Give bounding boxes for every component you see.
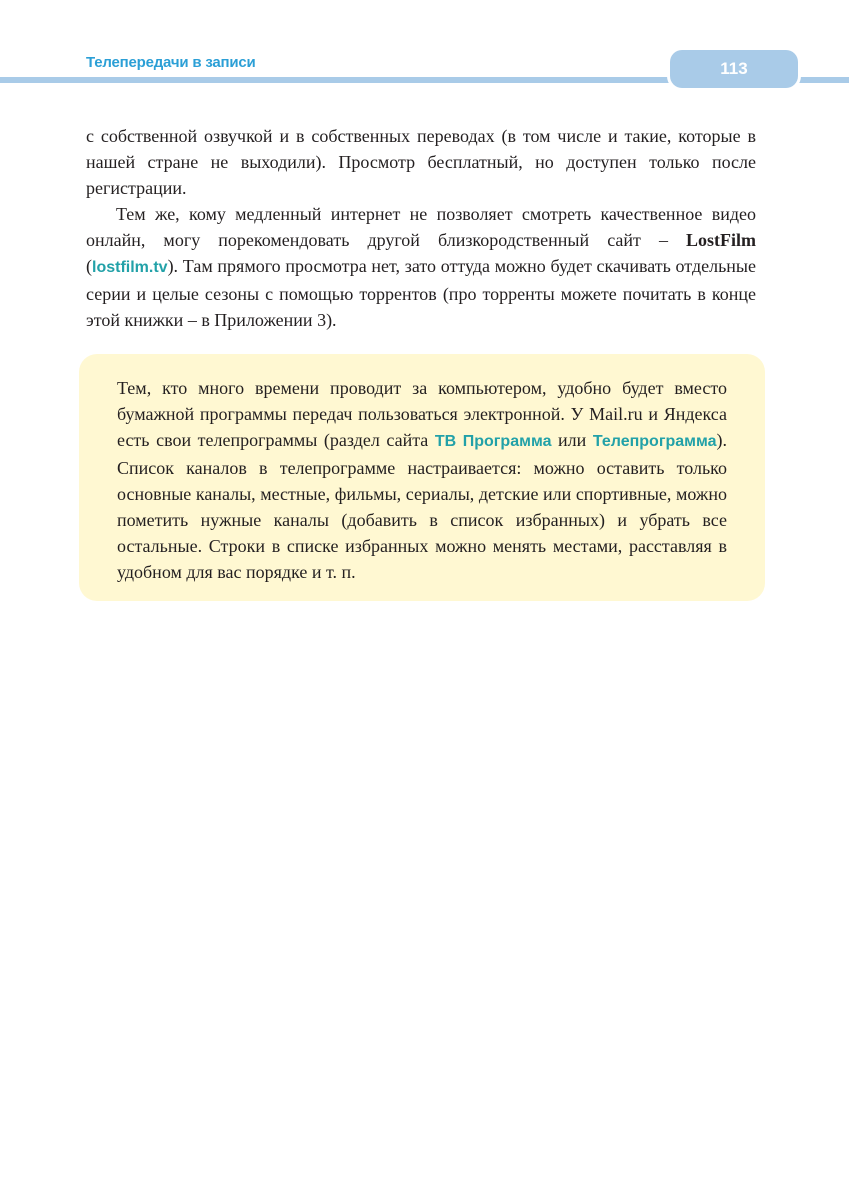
callout-text	[117, 375, 727, 585]
callout-text-2: или	[551, 430, 593, 450]
page-number: 113	[720, 59, 748, 78]
callout-text-1: Тем, кто много времени проводит за компьютером, удобно будет вместо бумажной программы передач пользоваться электронной. У Mail.ru и Яндекса есть свои телепрограммы (раздел сайта	[117, 378, 727, 450]
tv-programma-link[interactable]: ТВ Программа	[434, 433, 552, 450]
section-title: Телепередачи в записи	[86, 54, 256, 71]
page-number-tab	[670, 50, 798, 88]
lostfilm-name: LostFilm	[686, 230, 756, 250]
teleprogramma-link[interactable]: Телепрограмма	[592, 433, 717, 450]
lostfilm-link[interactable]: lostfilm.tv	[92, 259, 168, 276]
paragraph-2-text-a: Тем же, кому медленный интернет не позволяет смотреть качественное видео онлайн, могу порекомендовать другой близкородственный сайт –	[86, 204, 756, 250]
paragraph-2	[86, 201, 756, 333]
body-text	[86, 123, 756, 333]
callout-paragraph	[117, 375, 727, 585]
paragraph-1: с собственной озвучкой и в собственных переводах (в том числе и такие, которые в нашей стране не выходили). Просмотр бесплатный, но доступен только после регистрации.	[86, 126, 756, 198]
paragraph-2-text-b: (	[86, 256, 92, 276]
paragraph-2-text-c: ). Там прямого просмотра нет, зато оттуда можно будет скачивать отдельные серии и целые сезоны с помощью торрентов (про торренты можете почитать в конце этой книжки – в Приложении 3).	[86, 256, 756, 330]
callout-text-3: ). Список каналов в телепрограмме настраивается: можно оставить только основные каналы, местные, фильмы, сериалы, детские или спортивные, можно пометить нужные каналы (добавить в список избранных) и убрать все остальные. Строки в списке избранных можно менять местами, расставляя в удобном для вас порядке и т. п.	[117, 430, 728, 582]
tip-callout-box	[79, 354, 765, 601]
